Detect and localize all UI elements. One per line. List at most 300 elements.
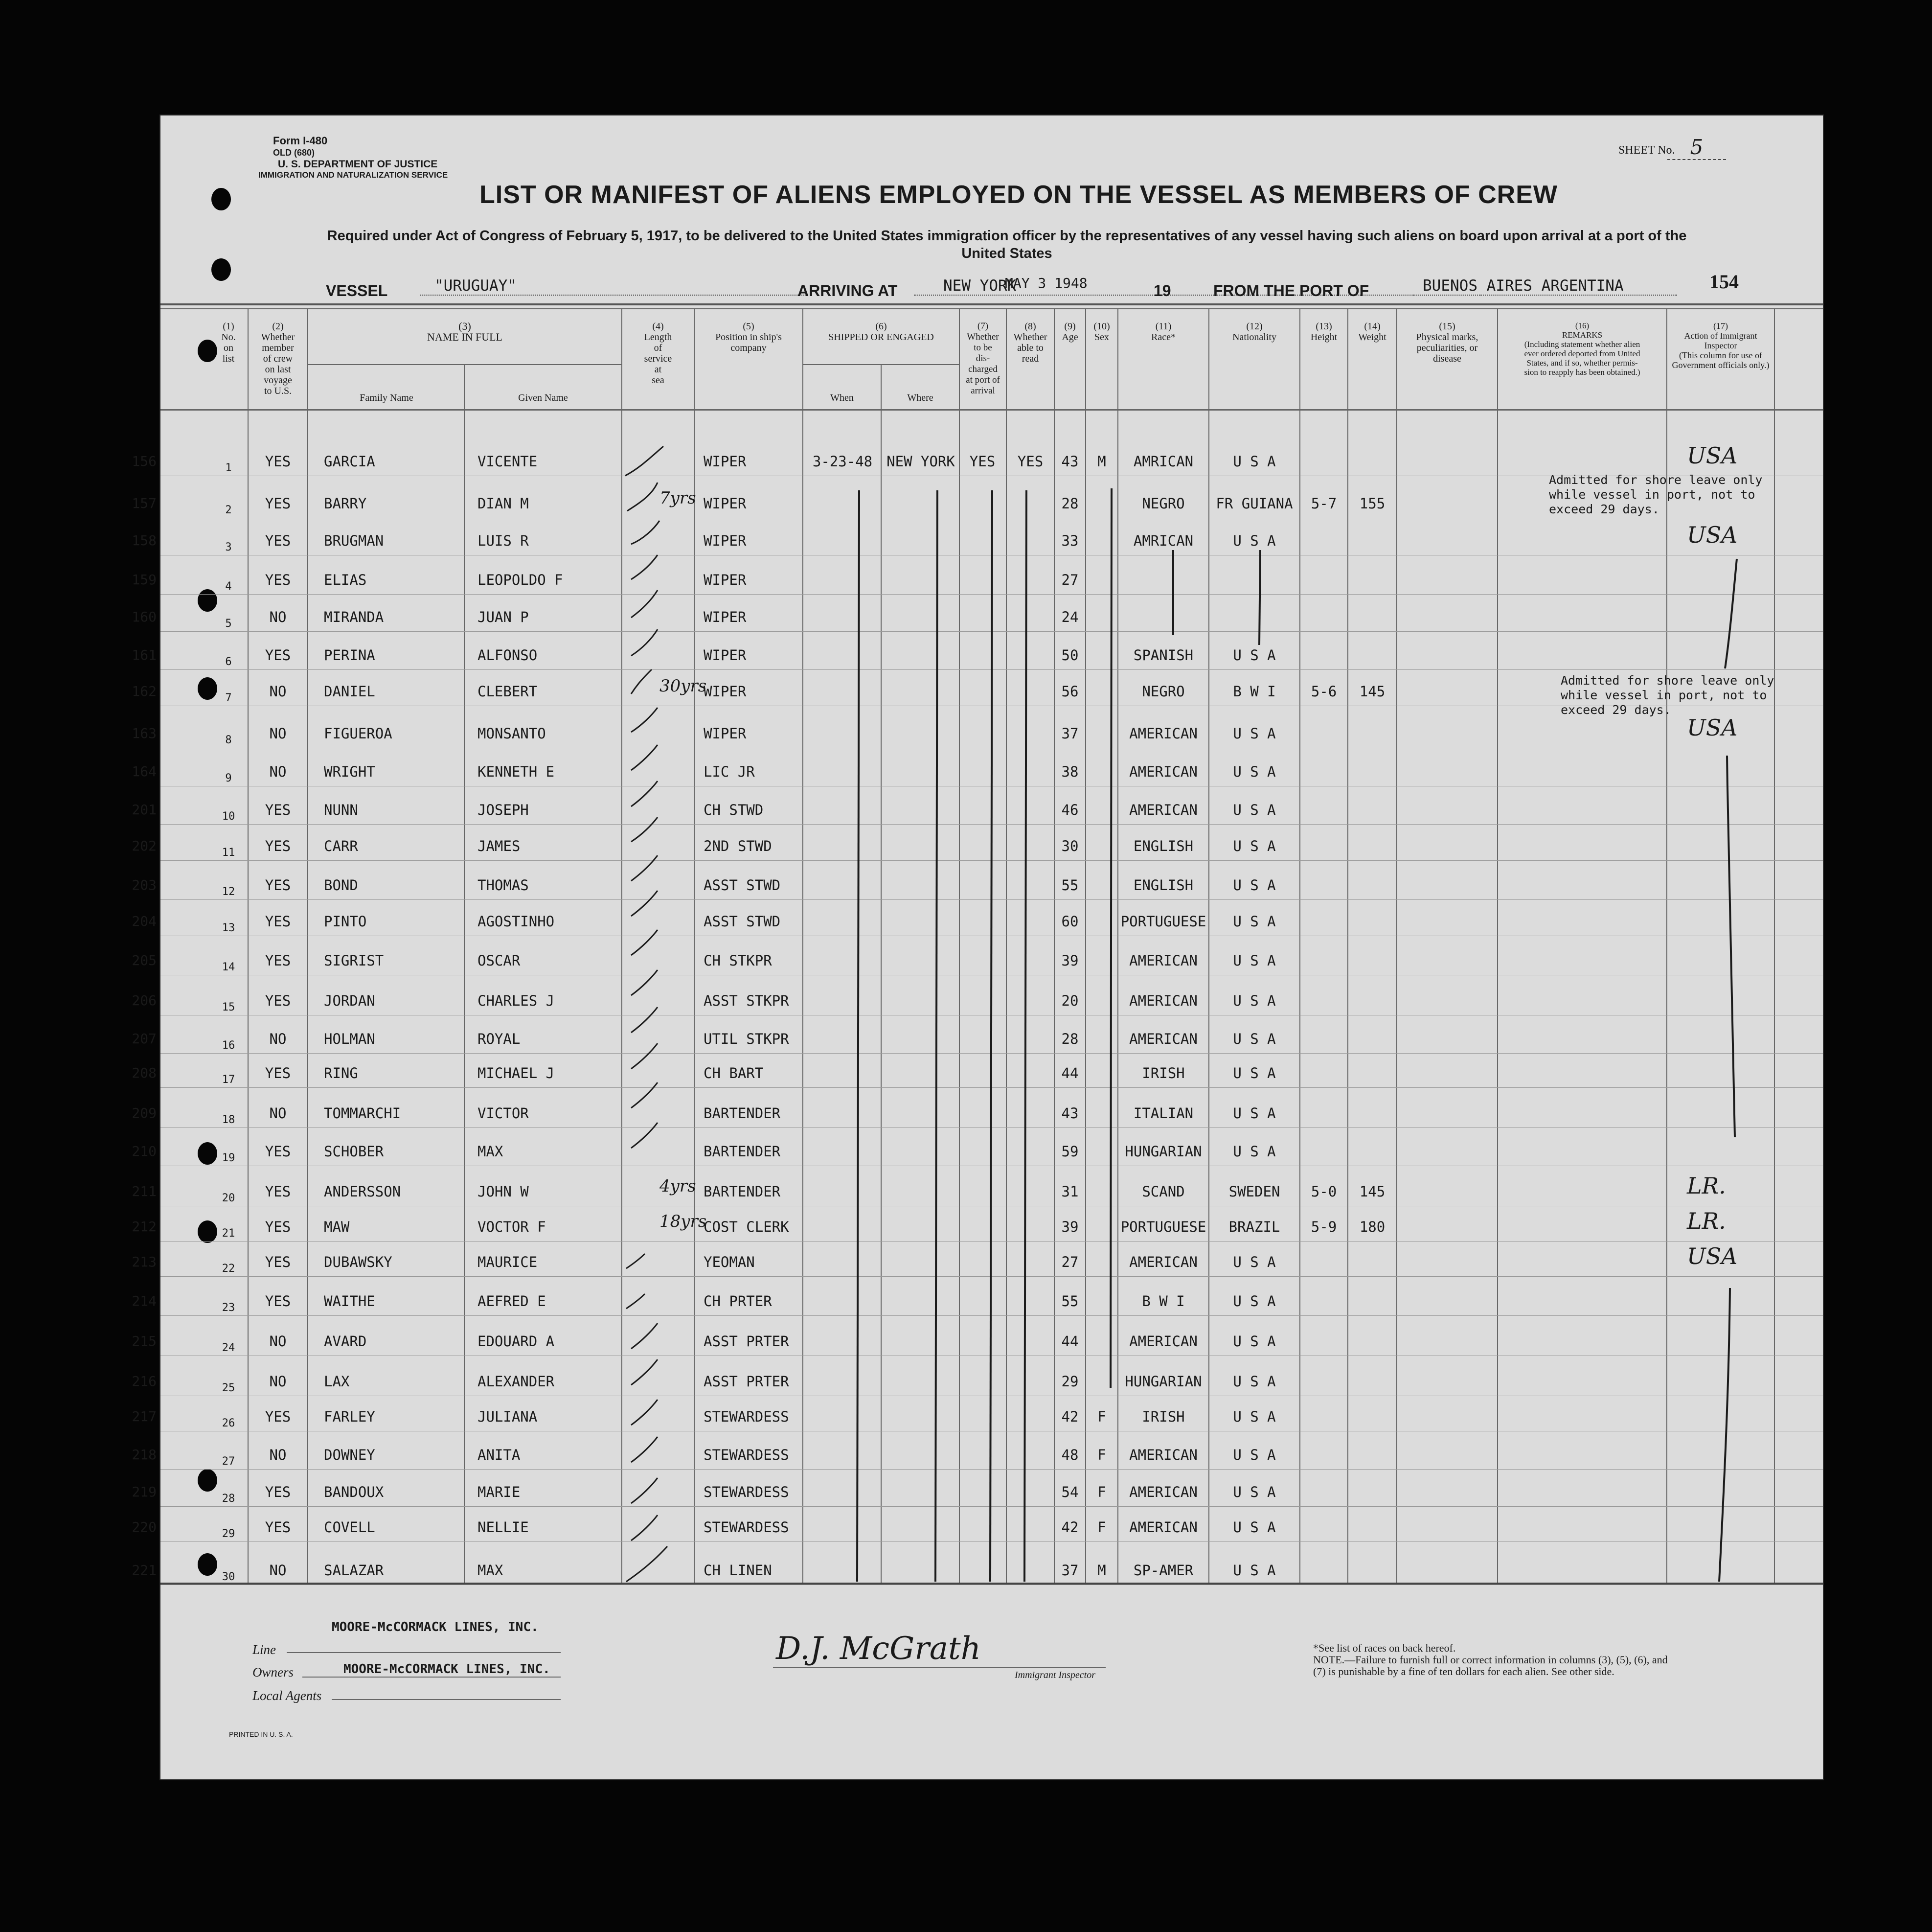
- row-previous-voyage: YES: [265, 647, 291, 664]
- row-position: ASST STWD: [704, 877, 781, 894]
- row-previous-voyage: YES: [265, 877, 291, 894]
- col-header-race: (11) Race*: [1151, 321, 1176, 343]
- row-list-number: 4: [225, 580, 232, 593]
- from-port: BUENOS AIRES ARGENTINA: [1413, 277, 1677, 296]
- row-ship-number: 220: [132, 1519, 157, 1535]
- ditto-line-action: [1725, 559, 1737, 668]
- ditto-line-discharged: [990, 490, 992, 1582]
- row-sex: F: [1097, 1447, 1106, 1463]
- row-family-name: HOLMAN: [324, 1031, 375, 1047]
- row-given-name: JUAN P: [477, 609, 529, 625]
- row-ship-number: 208: [132, 1065, 157, 1081]
- row-race: IRISH: [1142, 1065, 1185, 1081]
- row-previous-voyage: YES: [265, 1254, 291, 1270]
- row-family-name: WRIGHT: [324, 763, 375, 780]
- row-given-name: JOHN W: [477, 1183, 529, 1200]
- row-given-name: AGOSTINHO: [477, 913, 555, 930]
- row-given-name: ROYAL: [477, 1031, 521, 1047]
- row-family-name: DUBAWSKY: [324, 1254, 392, 1270]
- row-position: COST CLERK: [704, 1219, 789, 1235]
- row-ship-number: 219: [132, 1484, 157, 1500]
- row-nationality: SWEDEN: [1228, 1183, 1280, 1200]
- col-header-no: (1) No. on list: [221, 321, 236, 364]
- row-race: PORTUGUESE: [1120, 1219, 1206, 1235]
- ditto-line-where: [935, 490, 937, 1582]
- form-old-number: OLD (680): [273, 148, 315, 158]
- row-position: CH LINEN: [704, 1562, 772, 1579]
- row-nationality: U S A: [1233, 838, 1276, 854]
- row-race: HUNGARIAN: [1125, 1143, 1202, 1160]
- row-age: 55: [1061, 1293, 1079, 1310]
- row-ship-number: 215: [132, 1333, 157, 1349]
- row-race: AMERICAN: [1129, 1484, 1198, 1500]
- col-header-nationality: (12) Nationality: [1232, 321, 1276, 343]
- row-list-number: 18: [222, 1114, 235, 1126]
- row-given-name: ALEXANDER: [477, 1373, 555, 1390]
- local-agents-rule: [332, 1699, 561, 1700]
- row-previous-voyage: YES: [265, 1183, 291, 1200]
- row-list-number: 20: [222, 1192, 235, 1204]
- line-stamp: MOORE-McCORMACK LINES, INC.: [332, 1620, 539, 1634]
- row-ship-number: 212: [132, 1219, 157, 1235]
- row-position: WIPER: [704, 683, 747, 700]
- row-nationality: BRAZIL: [1228, 1219, 1280, 1235]
- col-header-remarks: (16) REMARKS (Including statement whether alien ever ordered deported from United States, and if so, whether permis- sion to reapply has been obtained.): [1524, 321, 1640, 377]
- row-length-of-service: 4yrs: [659, 1176, 696, 1196]
- row-previous-voyage: NO: [269, 725, 287, 742]
- row-age: 33: [1061, 532, 1079, 549]
- arriving-port: NEW YORK: [914, 277, 1481, 296]
- row-nationality: U S A: [1233, 1293, 1276, 1310]
- line-label: Line: [252, 1642, 276, 1657]
- row-given-name: OSCAR: [477, 952, 521, 969]
- row-age: 37: [1061, 725, 1079, 742]
- row-given-name: VICTOR: [477, 1105, 529, 1122]
- row-position: BARTENDER: [704, 1183, 781, 1200]
- row-height: 5-9: [1311, 1219, 1337, 1235]
- row-age: 39: [1061, 952, 1079, 969]
- row-given-name: THOMAS: [477, 877, 529, 894]
- row-list-number: 3: [225, 541, 232, 553]
- row-race: AMERICAN: [1129, 1254, 1198, 1270]
- row-race: AMRICAN: [1133, 532, 1194, 549]
- row-sex: F: [1097, 1408, 1106, 1425]
- row-nationality: U S A: [1233, 992, 1276, 1009]
- row-ship-number: 221: [132, 1562, 157, 1578]
- row-given-name: DIAN M: [477, 495, 529, 512]
- row-list-number: 15: [222, 1001, 235, 1013]
- row-position: ASST PRTER: [704, 1333, 789, 1350]
- row-race: IRISH: [1142, 1408, 1185, 1425]
- vessel-label: VESSEL: [326, 282, 388, 299]
- row-ship-number: 202: [132, 838, 157, 854]
- row-previous-voyage: NO: [269, 1105, 287, 1122]
- row-nationality: U S A: [1233, 647, 1276, 664]
- row-previous-voyage: YES: [265, 802, 291, 818]
- row-race: ENGLISH: [1133, 838, 1194, 854]
- row-given-name: MAX: [477, 1562, 503, 1579]
- row-list-number: 14: [222, 961, 235, 973]
- row-age: 60: [1061, 913, 1079, 930]
- sheet-number: 5: [1667, 135, 1726, 160]
- row-given-name: CHARLES J: [477, 992, 555, 1009]
- row-previous-voyage: YES: [265, 1143, 291, 1160]
- row-shipped-where: NEW YORK: [886, 453, 955, 470]
- row-race: SP-AMER: [1133, 1562, 1194, 1579]
- row-list-number: 11: [222, 847, 235, 859]
- vessel-name: "URUGUAY": [420, 277, 806, 296]
- row-ship-number: 218: [132, 1447, 157, 1463]
- row-ship-number: 164: [132, 763, 157, 780]
- row-position: WIPER: [704, 725, 747, 742]
- row-race: NEGRO: [1142, 683, 1185, 700]
- row-family-name: FARLEY: [324, 1408, 375, 1425]
- printed-in-usa: PRINTED IN U. S. A.: [229, 1730, 293, 1738]
- row-nationality: U S A: [1233, 1408, 1276, 1425]
- row-age: 46: [1061, 802, 1079, 818]
- row-age: 56: [1061, 683, 1079, 700]
- row-age: 31: [1061, 1183, 1079, 1200]
- row-list-number: 29: [222, 1528, 235, 1540]
- row-ship-number: 205: [132, 952, 157, 968]
- row-position: WIPER: [704, 609, 747, 625]
- row-nationality: U S A: [1233, 952, 1276, 969]
- row-list-number: 28: [222, 1493, 235, 1505]
- row-given-name: ALFONSO: [477, 647, 538, 664]
- row-previous-voyage: NO: [269, 683, 287, 700]
- ditto-line-sex: [1111, 488, 1112, 1388]
- row-nationality: FR GUIANA: [1216, 495, 1293, 512]
- row-family-name: NUNN: [324, 802, 358, 818]
- department-name: U. S. DEPARTMENT OF JUSTICE: [278, 159, 438, 170]
- row-list-number: 24: [222, 1342, 235, 1354]
- row-given-name: VICENTE: [477, 453, 538, 470]
- row-given-name: ANITA: [477, 1447, 521, 1463]
- row-nationality: B W I: [1233, 683, 1276, 700]
- owners-rule: [302, 1677, 561, 1678]
- row-given-name: MARIE: [477, 1484, 521, 1500]
- ditto-marks: [160, 115, 1823, 1779]
- row-list-number: 8: [225, 734, 232, 746]
- row-list-number: 27: [222, 1455, 235, 1468]
- row-age: 43: [1061, 453, 1079, 470]
- inspector-label: Immigrant Inspector: [1015, 1670, 1095, 1680]
- row-race: ITALIAN: [1133, 1105, 1194, 1122]
- row-previous-voyage: NO: [269, 1333, 287, 1350]
- row-position: 2ND STWD: [704, 838, 772, 854]
- row-given-name: KENNETH E: [477, 763, 555, 780]
- row-family-name: PERINA: [324, 647, 375, 664]
- row-position: YEOMAN: [704, 1254, 755, 1270]
- row-race: AMRICAN: [1133, 453, 1194, 470]
- row-position: WIPER: [704, 453, 747, 470]
- inspector-rule: [773, 1667, 1106, 1668]
- row-given-name: VOCTOR F: [477, 1219, 546, 1235]
- row-race: SPANISH: [1133, 647, 1194, 664]
- row-list-number: 7: [225, 692, 232, 704]
- row-previous-voyage: YES: [265, 453, 291, 470]
- row-ship-number: 207: [132, 1031, 157, 1047]
- row-previous-voyage: NO: [269, 1562, 287, 1579]
- row-position: WIPER: [704, 572, 747, 588]
- local-agents-label: Local Agents: [252, 1688, 322, 1703]
- row-previous-voyage: YES: [265, 1408, 291, 1425]
- row-list-number: 16: [222, 1039, 235, 1052]
- row-race: AMERICAN: [1129, 952, 1198, 969]
- row-position: STEWARDESS: [704, 1519, 789, 1536]
- row-race: AMERICAN: [1129, 1447, 1198, 1463]
- row-position: STEWARDESS: [704, 1484, 789, 1500]
- col-header-height: (13) Height: [1310, 321, 1338, 343]
- row-age: 50: [1061, 647, 1079, 664]
- row-list-number: 9: [225, 772, 232, 784]
- row-inspector-action: USA: [1687, 522, 1738, 548]
- col-header-service: (4) Length of service at sea: [644, 321, 672, 386]
- row-race: AMERICAN: [1129, 992, 1198, 1009]
- row-given-name: MONSANTO: [477, 725, 546, 742]
- row-position: BARTENDER: [704, 1143, 781, 1160]
- row-ship-number: 159: [132, 572, 157, 588]
- row-race: AMERICAN: [1129, 1333, 1198, 1350]
- row-family-name: BARRY: [324, 495, 367, 512]
- col-header-sex: (10) Sex: [1093, 321, 1110, 343]
- row-weight: 145: [1359, 1183, 1386, 1200]
- form-number: Form I-480: [273, 135, 328, 147]
- row-list-number: 12: [222, 886, 235, 898]
- row-sex: M: [1097, 1562, 1106, 1579]
- row-nationality: U S A: [1233, 1143, 1276, 1160]
- row-previous-voyage: NO: [269, 1031, 287, 1047]
- row-race: AMERICAN: [1129, 802, 1198, 818]
- row-inspector-action: USA: [1687, 442, 1738, 469]
- row-family-name: CARR: [324, 838, 358, 854]
- row-age: 42: [1061, 1408, 1079, 1425]
- row-position: CH STKPR: [704, 952, 772, 969]
- row-position: STEWARDESS: [704, 1408, 789, 1425]
- row-list-number: 23: [222, 1302, 235, 1314]
- ditto-line-nationality: [1259, 550, 1260, 645]
- row-position: WIPER: [704, 495, 747, 512]
- row-given-name: JOSEPH: [477, 802, 529, 818]
- row-list-number: 22: [222, 1263, 235, 1275]
- col-header-action: (17) Action of Immigrant Inspector (This column for use of Government officials only.): [1672, 321, 1770, 370]
- manifest-title: LIST OR MANIFEST OF ALIENS EMPLOYED ON THE VESSEL AS MEMBERS OF CREW: [479, 181, 1558, 209]
- row-nationality: U S A: [1233, 877, 1276, 894]
- row-given-name: CLEBERT: [477, 683, 538, 700]
- row-ship-number: 158: [132, 532, 157, 549]
- service-name: IMMIGRATION AND NATURALIZATION SERVICE: [258, 170, 448, 180]
- row-position: CH BART: [704, 1065, 764, 1081]
- row-family-name: WAITHE: [324, 1293, 375, 1310]
- row-nationality: U S A: [1233, 1484, 1276, 1500]
- row-able-to-read: YES: [1017, 453, 1044, 470]
- year-label: 19: [1154, 282, 1171, 299]
- service-ticks: [625, 446, 667, 1582]
- row-family-name: LAX: [324, 1373, 350, 1390]
- manifest-subtitle: Required under Act of Congress of February 5, 1917, to be delivered to the United States immigration officer by the representatives of any vessel having such aliens on board upon arrival at a port of the United States: [327, 228, 1687, 261]
- row-position: WIPER: [704, 647, 747, 664]
- row-ship-number: 204: [132, 913, 157, 929]
- row-list-number: 10: [222, 810, 235, 823]
- row-position: STEWARDESS: [704, 1447, 789, 1463]
- row-previous-voyage: YES: [265, 992, 291, 1009]
- row-age: 38: [1061, 763, 1079, 780]
- row-position: ASST STWD: [704, 913, 781, 930]
- row-race: AMERICAN: [1129, 763, 1198, 780]
- ditto-line-when: [857, 490, 859, 1582]
- owners-stamp: MOORE-McCORMACK LINES, INC.: [343, 1662, 550, 1677]
- row-position: CH PRTER: [704, 1293, 772, 1310]
- row-sex: F: [1097, 1484, 1106, 1500]
- row-age: 28: [1061, 1031, 1079, 1047]
- row-inspector-action: USA: [1687, 714, 1738, 741]
- row-family-name: ANDERSSON: [324, 1183, 401, 1200]
- row-length-of-service: 30yrs: [659, 676, 707, 696]
- row-family-name: SALAZAR: [324, 1562, 384, 1579]
- row-height: 5-6: [1311, 683, 1337, 700]
- row-nationality: U S A: [1233, 802, 1276, 818]
- ditto-line-action: [1719, 1288, 1730, 1582]
- sheet-number-label: SHEET No.: [1618, 144, 1675, 157]
- manifest-sheet: [132, 115, 1823, 1779]
- row-previous-voyage: NO: [269, 1373, 287, 1390]
- owners-label: Owners: [252, 1665, 294, 1679]
- col-header-position: (5) Position in ship's company: [715, 321, 782, 353]
- col-header-prev-voyage: (2) Whether member of crew on last voyage to U.S.: [261, 321, 295, 396]
- from-port-label: FROM THE PORT OF: [1213, 282, 1369, 299]
- row-race: AMERICAN: [1129, 1519, 1198, 1536]
- row-family-name: AVARD: [324, 1333, 367, 1350]
- row-position: WIPER: [704, 532, 747, 549]
- row-shipped-when: 3-23-48: [812, 453, 873, 470]
- row-race: NEGRO: [1142, 495, 1185, 512]
- row-age: 59: [1061, 1143, 1079, 1160]
- row-age: 39: [1061, 1219, 1079, 1235]
- row-list-number: 30: [222, 1571, 235, 1583]
- row-previous-voyage: NO: [269, 1447, 287, 1463]
- row-ship-number: 209: [132, 1105, 157, 1121]
- col-header-weight: (14) Weight: [1358, 321, 1386, 343]
- row-nationality: U S A: [1233, 913, 1276, 930]
- row-list-number: 5: [225, 618, 232, 630]
- row-previous-voyage: YES: [265, 1219, 291, 1235]
- row-family-name: ELIAS: [324, 572, 367, 588]
- row-age: 44: [1061, 1065, 1079, 1081]
- row-list-number: 2: [225, 504, 232, 516]
- row-family-name: BANDOUX: [324, 1484, 384, 1500]
- row-nationality: U S A: [1233, 763, 1276, 780]
- col-header-where: Where: [907, 392, 933, 403]
- row-given-name: EDOUARD A: [477, 1333, 555, 1350]
- row-sex: M: [1097, 453, 1106, 470]
- col-header-physical-marks: (15) Physical marks, peculiarities, or disease: [1416, 321, 1478, 364]
- row-age: 37: [1061, 1562, 1079, 1579]
- row-family-name: GARCIA: [324, 453, 375, 470]
- row-family-name: RING: [324, 1065, 358, 1081]
- row-previous-voyage: YES: [265, 1293, 291, 1310]
- row-list-number: 21: [222, 1227, 235, 1240]
- line-rule: [287, 1652, 561, 1653]
- row-age: 28: [1061, 495, 1079, 512]
- row-previous-voyage: YES: [265, 495, 291, 512]
- row-inspector-action: LR.: [1687, 1173, 1726, 1199]
- row-ship-number: 213: [132, 1254, 157, 1270]
- col-header-read: (8) Whether able to read: [1013, 321, 1047, 364]
- row-age: 42: [1061, 1519, 1079, 1536]
- row-weight: 180: [1359, 1219, 1386, 1235]
- row-inspector-action: USA: [1687, 1243, 1738, 1269]
- row-sex: F: [1097, 1519, 1106, 1536]
- row-age: 29: [1061, 1373, 1079, 1390]
- row-given-name: LEOPOLDO F: [477, 572, 563, 588]
- row-ship-number: 214: [132, 1293, 157, 1309]
- row-race: AMERICAN: [1129, 725, 1198, 742]
- row-age: 55: [1061, 877, 1079, 894]
- col-header-discharged: (7) Whether to be dis- charged at port of arrival: [966, 321, 1000, 396]
- remarks-shore-leave-2: Admitted for shore leave only while vessel in port, not to exceed 29 days.: [1561, 673, 1774, 717]
- row-family-name: COVELL: [324, 1519, 375, 1536]
- row-given-name: MICHAEL J: [477, 1065, 555, 1081]
- row-ship-number: 162: [132, 683, 157, 699]
- row-race: PORTUGUESE: [1120, 913, 1206, 930]
- row-inspector-action: LR.: [1687, 1208, 1726, 1234]
- row-weight: 145: [1359, 683, 1386, 700]
- row-nationality: U S A: [1233, 1254, 1276, 1270]
- row-nationality: U S A: [1233, 1105, 1276, 1122]
- remarks-shore-leave-1: Admitted for shore leave only while vessel in port, not to exceed 29 days.: [1549, 473, 1763, 516]
- row-nationality: U S A: [1233, 1519, 1276, 1536]
- arriving-label: ARRIVING AT: [797, 282, 898, 299]
- row-race: SCAND: [1142, 1183, 1185, 1200]
- col-header-family-name: Family Name: [360, 392, 413, 403]
- row-family-name: DANIEL: [324, 683, 375, 700]
- row-given-name: MAURICE: [477, 1254, 538, 1270]
- row-ship-number: 217: [132, 1408, 157, 1425]
- row-nationality: U S A: [1233, 532, 1276, 549]
- row-weight: 155: [1359, 495, 1386, 512]
- row-given-name: MAX: [477, 1143, 503, 1160]
- row-position: BARTENDER: [704, 1105, 781, 1122]
- row-race: B W I: [1142, 1293, 1185, 1310]
- row-position: ASST STKPR: [704, 992, 789, 1009]
- col-header-age: (9) Age: [1062, 321, 1078, 343]
- row-position: UTIL STKPR: [704, 1031, 789, 1047]
- inspector-signature: D.J. McGrath: [776, 1631, 981, 1667]
- row-family-name: MAW: [324, 1219, 350, 1235]
- row-height: 5-0: [1311, 1183, 1337, 1200]
- row-position: LIC JR: [704, 763, 755, 780]
- row-list-number: 19: [222, 1152, 235, 1164]
- row-ship-number: 157: [132, 495, 157, 511]
- row-age: 54: [1061, 1484, 1079, 1500]
- row-ship-number: 161: [132, 647, 157, 663]
- col-header-name: (3) NAME IN FULL: [427, 320, 502, 343]
- row-ship-number: 203: [132, 877, 157, 893]
- row-ship-number: 216: [132, 1373, 157, 1389]
- row-previous-voyage: NO: [269, 609, 287, 625]
- row-previous-voyage: YES: [265, 838, 291, 854]
- arrival-date: MAY 3 1948: [1005, 275, 1088, 291]
- row-nationality: U S A: [1233, 1031, 1276, 1047]
- footer-note: *See list of races on back hereof. NOTE.—Failure to furnish full or correct information in columns (3), (5), (6), and (7) is punishable by a fine of ten dollars for each alien. See other side.: [1313, 1642, 1668, 1678]
- row-given-name: JULIANA: [477, 1408, 538, 1425]
- row-race: HUNGARIAN: [1125, 1373, 1202, 1390]
- row-age: 27: [1061, 1254, 1079, 1270]
- row-race: AMERICAN: [1129, 1031, 1198, 1047]
- row-family-name: BRUGMAN: [324, 532, 384, 549]
- row-family-name: MIRANDA: [324, 609, 384, 625]
- row-family-name: DOWNEY: [324, 1447, 375, 1463]
